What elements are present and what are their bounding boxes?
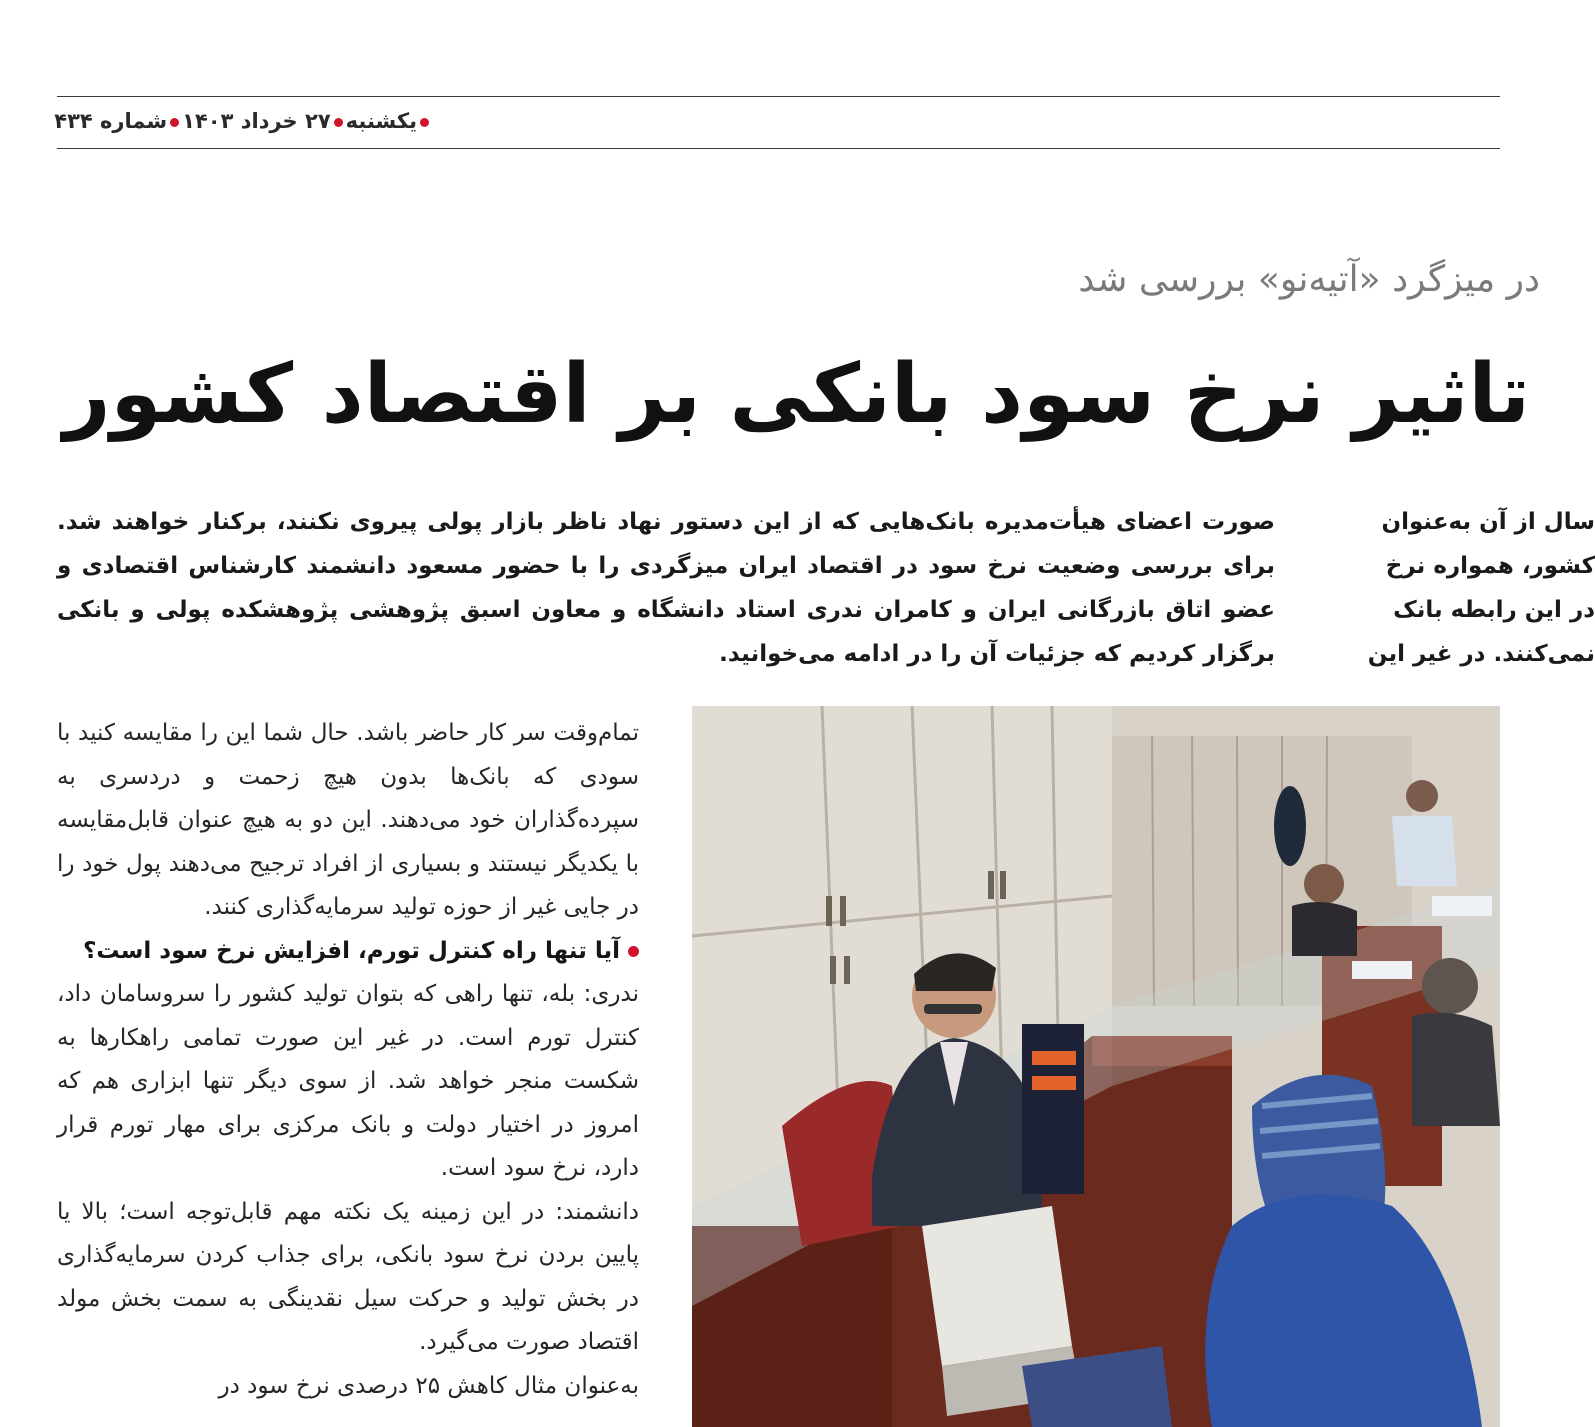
headline: تاثیر نرخ سود بانکی بر اقتصاد کشور [63,347,1530,442]
question-subhead [57,930,639,974]
question-text: آیا تنها راه کنترل تورم، افزایش نرخ سود است؟ [83,937,620,964]
lead-side-line: در این رابطه بانک [1393,597,1595,623]
body-paragraph: ندری: بله، تنها راهی که بتوان تولید کشور را سروسامان داد، کنترل تورم است. در غیر این صورت تمامی راهکارها به شکست منجر خواهد شد. از سوی دیگر تنها ابزاری هم که امروز در اختیار دولت و بانک مرکزی برای مهار تورم قرار دارد، نرخ سود است. [57,981,639,1181]
date: ۲۷ خرداد ۱۴۰۳ [182,109,331,133]
header-rule [57,148,1500,149]
red-dot-icon [334,118,343,127]
body-paragraph: دانشمند: در این زمینه یک نکته مهم قابل‌توجه است؛ بالا یا پایین بردن نرخ سود بانکی، برای جذاب کردن سرمایه‌گذاری در بخش تولید و حرکت سیل نقدینگی به سمت بخش مولد اقتصاد صورت می‌گیرد. [57,1198,639,1355]
headline-container [63,330,1530,470]
photo-illustration [692,706,1500,1427]
issue-dateline [54,104,432,138]
kicker: در میزگرد «آتیه‌نو» بررسی شد [1078,259,1540,300]
body-paragraph: به‌عنوان مثال کاهش ۲۵ درصدی نرخ سود در [218,1372,639,1399]
kicker-container [1040,250,1540,312]
top-rule [57,96,1500,97]
red-dot-icon [170,118,179,127]
body-paragraph: تمام‌وقت سر کار حاضر باشد. حال شما این را مقایسه کنید با سودی که بانک‌ها بدون هیچ زحمت و دردسری به سپرده‌گذاران خود می‌دهند. این دو به هیچ عنوان قابل‌مقایسه با یکدیگر نیستند و بسیاری از افراد ترجیح می‌دهند پول خود را در جایی غیر از حوزه تولید سرمایه‌گذاری کنند. [57,720,639,920]
issue-number: شماره ۴۳۴ [54,109,168,133]
lead-side-line: نمی‌کنند. در غیر این [1367,641,1595,667]
lead-side-line: سال از آن به‌عنوان [1381,509,1595,535]
lead-side-line: کشور، همواره نرخ [1385,553,1595,579]
red-dot-icon [420,118,429,127]
body-column [57,712,639,1427]
lead-paragraph: صورت اعضای هیأت‌مدیره بانک‌هایی که از این دستور نهاد ناظر بازار پولی پیروی نکنند، برکنار خواهند شد. برای بررسی وضعیت نرخ سود در اقتصاد ایران میزگردی را با حضور مسعود دانشمند کارشناس اقتصادی و عضو اتاق بازرگانی ایران و کامران ندری استاد دانشگاه و معاون اسبق پژوهشی پژوهشکده پولی و بانکی برگزار کردیم که جزئیات آن را در ادامه می‌خوانید. [57,509,1275,667]
bank-branch-photo [692,706,1500,1427]
red-bullet-icon [628,946,639,957]
lead-side-column [1328,500,1595,680]
weekday: یکشنبه [345,109,417,133]
